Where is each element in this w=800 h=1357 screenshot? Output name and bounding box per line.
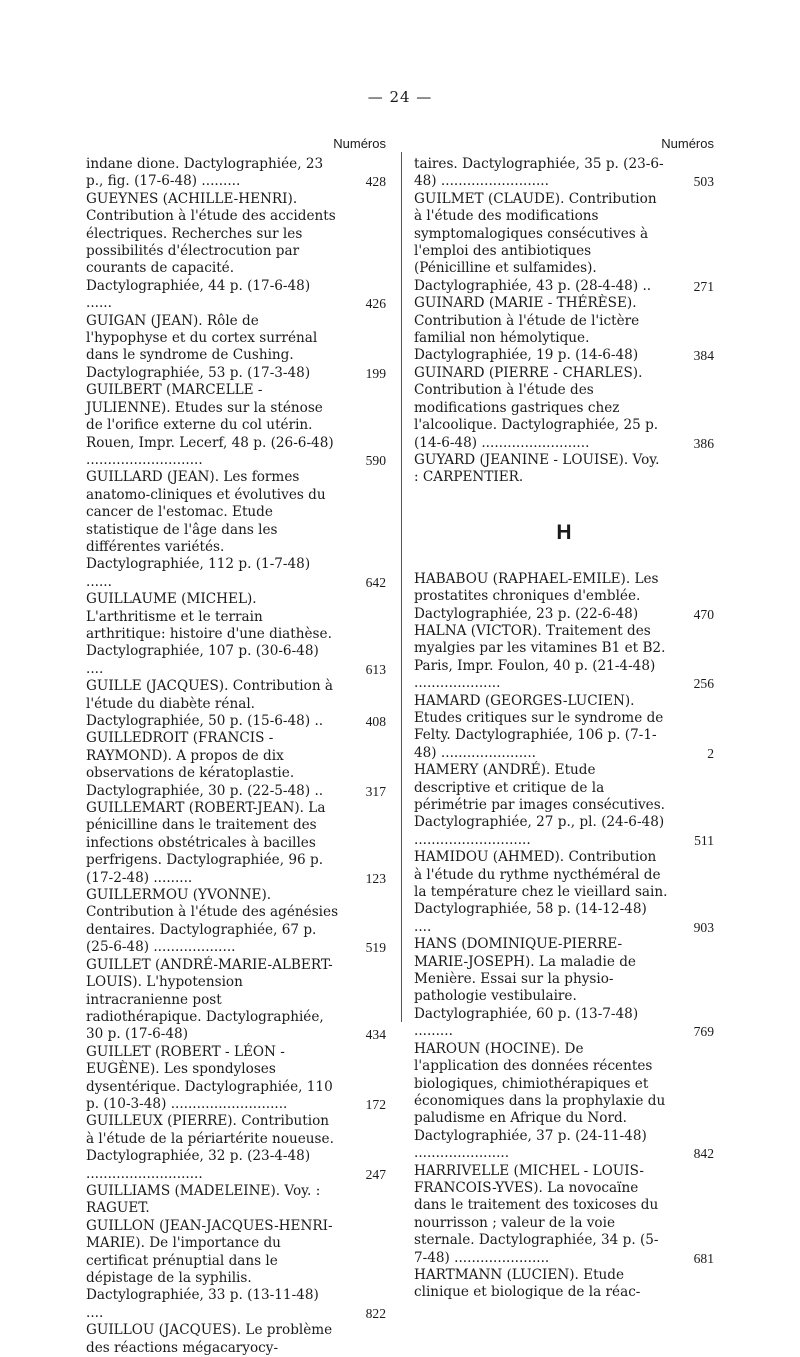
entry-number: 172 [365, 1096, 386, 1112]
entry-number: 317 [365, 783, 386, 799]
entry-number: 386 [693, 435, 714, 451]
entry-number: 199 [365, 365, 386, 381]
index-entry [414, 849, 714, 936]
entry-text: GUILLOU (JACQUES). Le problème des réactions mégacaryocy- [86, 1322, 333, 1356]
index-entry [86, 1044, 386, 1114]
entry-text: GUILLEMART (ROBERT-JEAN). La pénicilline dans le traitement des infections obstétricales à bacilles perfrigens. Dactylographiée, 96 p. (17-2-48) ......... [86, 800, 326, 886]
index-entry [86, 730, 386, 800]
right-entries-top [414, 156, 714, 487]
index-entry [86, 678, 386, 730]
entry-text: taires. Dactylographiée, 35 p. (23-6-48) ......................... [414, 156, 664, 190]
entry-text: HALNA (VICTOR). Traitement des myalgies par les vitamines B1 et B2. Paris, Impr. Foulon, 40 p. (21-4-48) .................... [414, 622, 666, 692]
left-column [86, 128, 386, 1357]
entry-number: 903 [693, 919, 714, 935]
entry-text: GUILBERT (MARCELLE - JULIENNE). Etudes sur la sténose de l'orifice externe du col utérin. Rouen, Impr. Lecerf, 48 p. (26-6-48) ........................... [86, 382, 334, 468]
right-column-header [414, 128, 714, 156]
entry-text: HAMARD (GEORGES-LUCIEN). Etudes critiques sur le syndrome de Felty. Dactylographiée, 106 p. (7-1-48) ...................... [414, 692, 664, 761]
column-divider [401, 152, 402, 1022]
numeros-label: Numéros [661, 136, 714, 151]
entry-text: GUINARD (MARIE - THÉRÈSE). Contribution à l'étude de l'ictère familial non hémolytique. Dactylographiée, 19 p. (14-6-48) [414, 295, 640, 364]
index-entry [86, 957, 386, 1044]
entry-text: GUILLIAMS (MADELEINE). Voy. : RAGUET. [86, 1182, 321, 1217]
entry-number: 842 [693, 1146, 714, 1162]
entry-number: 642 [365, 574, 386, 590]
entry-number: 822 [365, 1305, 386, 1321]
entry-number: 434 [365, 1027, 386, 1043]
entry-number: 470 [693, 606, 714, 622]
entry-number: 769 [693, 1024, 714, 1040]
right-column [414, 128, 714, 1302]
entry-text: GUYARD (JEANINE - LOUISE). Voy. : CARPENTIER. [414, 451, 660, 486]
entry-text: GUILLET (ROBERT - LÉON - EUGÈNE). Les spondyloses dysentérique. Dactylographiée, 110 p. (10-3-48) ........................... [86, 1043, 333, 1112]
entry-text: GUIGAN (JEAN). Rôle de l'hypophyse et du cortex surrénal dans le syndrome de Cushing. Dactylographiée, 53 p. (17-3-48) [86, 312, 318, 381]
index-entry [414, 1267, 714, 1302]
index-entry [414, 762, 714, 849]
entry-number: 681 [693, 1250, 714, 1266]
entry-text: HAMERY (ANDRÉ). Etude descriptive et critique de la périmétrie par images consécutives. Dactylographiée, 27 p., pl. (24-6-48) ........................... [414, 762, 665, 848]
left-column-header [86, 128, 386, 156]
entry-number: 384 [693, 348, 714, 364]
entry-number: 590 [365, 452, 386, 468]
index-entry [414, 1163, 714, 1267]
numeros-label: Numéros [333, 136, 386, 151]
index-entry [86, 1218, 386, 1322]
index-entry [86, 191, 386, 313]
index-entry [86, 1183, 386, 1218]
index-entry [86, 382, 386, 469]
right-entries-bottom [414, 571, 714, 1302]
entry-number: 511 [694, 832, 714, 848]
index-entry [86, 156, 386, 191]
entry-number: 247 [365, 1166, 386, 1182]
entry-text: GUILMET (CLAUDE). Contribution à l'étude des modifications symptomalogiques consécutives à l'emploi des antibiotiques (Pénicilline et sulfamides). Dactylographiée, 43 p. (28-4-48) .. [414, 190, 657, 294]
left-entries [86, 156, 386, 1357]
index-entry [414, 623, 714, 693]
index-entry [414, 1041, 714, 1163]
index-entry [86, 313, 386, 383]
index-entry [414, 156, 714, 191]
index-entry [86, 1322, 386, 1357]
entry-text: GUILLAUME (MICHEL). L'arthritisme et le terrain arthritique: histoire d'une diathèse. Dactylographiée, 107 p. (30-6-48) .... [86, 591, 332, 677]
entry-text: HAROUN (HOCINE). De l'application des données récentes biologiques, chimiothérapiques et économiques dans la prophylaxie du paludisme en Afrique du Nord. Dactylographiée, 37 p. (24-11-48) ...................... [414, 1040, 666, 1162]
entry-number: 123 [365, 870, 386, 886]
entry-number: 426 [365, 296, 386, 312]
index-entry [86, 800, 386, 887]
entry-text: GUILLON (JEAN-JACQUES-HENRI-MARIE). De l'importance du certificat prénuptial dans le dépistage de la syphilis. Dactylographiée, 33 p. (13-11-48) .... [86, 1217, 333, 1321]
page-number: — 24 — [367, 88, 433, 106]
entry-text: GUILLERMOU (YVONNE). Contribution à l'étude des agénésies dentaires. Dactylographiée, 67 p. (25-6-48) ................... [86, 887, 339, 956]
entry-number: 519 [365, 940, 386, 956]
entry-text: HARTMANN (LUCIEN). Etude clinique et biologique de la réac- [414, 1266, 641, 1301]
entry-text: HARRIVELLE (MICHEL - LOUIS-FRANCOIS-YVES). La novocaïne dans le traitement des toxicoses du nourrisson ; valeur de la voie sternale. Dactylographiée, 34 p. (5-7-48) ...................... [414, 1162, 659, 1266]
index-entry [414, 295, 714, 365]
index-entry [86, 887, 386, 957]
index-entry [414, 191, 714, 295]
entry-number: 613 [365, 661, 386, 677]
index-entry [86, 1113, 386, 1183]
entry-text: HABABOU (RAPHAEL-EMILE). Les prostatites chroniques d'emblée. Dactylographiée, 23 p. (22-6-48) [414, 570, 659, 622]
entry-number: 2 [707, 745, 714, 761]
entry-text: indane dione. Dactylographiée, 23 p., fig. (17-6-48) ......... [86, 156, 324, 190]
section-letter: H [556, 520, 572, 544]
entry-text: GUILLET (ANDRÉ-MARIE-ALBERT-LOUIS). L'hypotension intracranienne post radiothérapique. Dactylographiée, 30 p. (17-6-48) [86, 956, 333, 1043]
entry-number: 408 [365, 714, 386, 729]
index-entry [414, 936, 714, 1040]
index-entry [414, 693, 714, 763]
entry-text: HAMIDOU (AHMED). Contribution à l'étude du rythme nycthéméral de la température chez le vieillard sain. Dactylographiée, 58 p. (14-12-48) .... [414, 849, 668, 935]
entry-text: GUILLEDROIT (FRANCIS - RAYMOND). A propos de dix observations de kératoplastie. Dactylographiée, 30 p. (22-5-48) .. [86, 730, 324, 799]
entry-text: GUILLARD (JEAN). Les formes anatomo-cliniques et évolutives du cancer de l'estomac. Etude statistique de l'âge dans les différentes variétés. Dactylographiée, 112 p. (1-7-48) ...... [86, 469, 326, 590]
entry-text: GUILLEUX (PIERRE). Contribution à l'étude de la périartérite noueuse. Dactylographiée, 32 p. (23-4-48) ........................... [86, 1113, 334, 1182]
index-entry [414, 365, 714, 452]
entry-number: 271 [693, 278, 714, 294]
index-entry [86, 591, 386, 678]
entry-number: 428 [365, 174, 386, 190]
index-entry [86, 469, 386, 591]
entry-text: HANS (DOMINIQUE-PIERRE-MARIE-JOSEPH). La maladie de Menière. Essai sur la physio-pathologie vestibulaire. Dactylographiée, 60 p. (13-7-48) ......... [414, 936, 639, 1040]
index-entry [414, 571, 714, 623]
entry-text: GUEYNES (ACHILLE-HENRI). Contribution à l'étude des accidents électriques. Recherches sur les possibilités d'électrocution par courants de capacité. Dactylographiée, 44 p. (17-6-48) ...... [86, 190, 336, 312]
entry-number: 256 [693, 676, 714, 692]
index-entry [414, 452, 714, 487]
entry-number: 503 [693, 174, 714, 190]
entry-text: GUINARD (PIERRE - CHARLES). Contribution à l'étude des modifications gastriques chez l'alcoolique. Dactylographiée, 25 p. (14-6-48) ......................... [414, 364, 659, 451]
entry-text: GUILLE (JACQUES). Contribution à l'étude du diabète rénal. Dactylographiée, 50 p. (15-6-48) .. [86, 678, 334, 729]
